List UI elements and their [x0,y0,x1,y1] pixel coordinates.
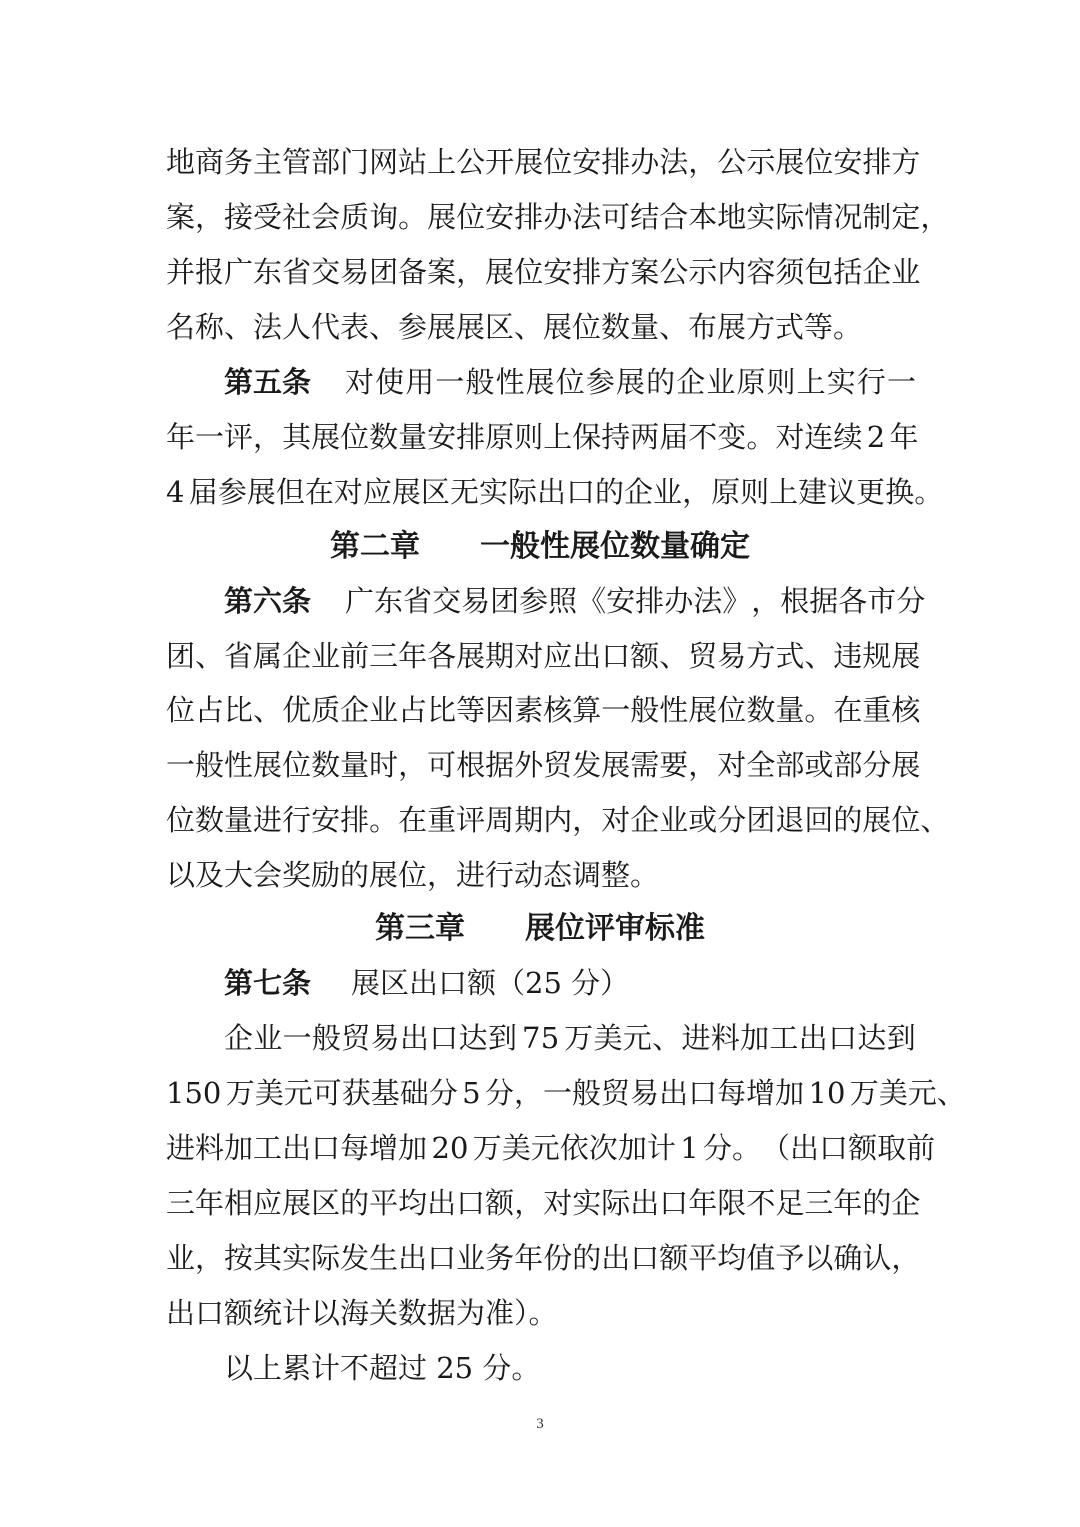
article-7-line: 进 料 加 工 出 口 每 增 加 2 0 万 美 元 依 次 加 计 1 分 。 （ 出 口 额 取 前 [166,1131,936,1165]
article-6-line: 团 、 省 属 企 业 前 三 年 各 展 期 对 应 出 口 额 、 贸 易 方 式 、 违 规 展 [166,639,921,673]
article-5-label: 第五条 [224,365,312,399]
article-7-line: 1 5 0 万 美 元 可 获 基 础 分 5 分 ， 一 般 贸 易 出 口 每 增 加 1 0 万 美 元 、 [166,1076,966,1110]
article-6-text: 广 东 省 交 易 团 参 照 《 安 排 办 法 》 ， 根 据 各 市 分 [345,584,926,618]
article-7-label: 第七条 [224,966,312,1000]
article-5-line: 年 一 评 ， 其 展 位 数 量 安 排 原 则 上 保 持 两 届 不 变 。 对 连 续 2 年 [166,420,919,454]
paragraph-line: 地 商 务 主 管 部 门 网 站 上 公 开 展 位 安 排 办 法 ， 公 示 展 位 安 排 方 [166,145,921,179]
article-5-line: 4 届 参 展 但 在 对 应 展 区 无 实 际 出 口 的 企 业 ， 原 则 上 建 议 更 换 。 [166,475,944,509]
article-7-cap: 以上累计不超过 25 分。 [224,1351,541,1385]
article-5-text: 对 使 用 一 般 性 展 位 参 展 的 企 业 原 则 上 实 行 一 [345,365,916,399]
article-6-line: 以及大会奖励的展位，进行动态调整。 [166,858,660,892]
article-7-line: 企 业 一 般 贸 易 出 口 达 到 7 5 万 美 元 、 进 料 加 工 出 口 达 到 [224,1021,916,1055]
article-6-line: 位 数 量 进 行 安 排 。 在 重 评 周 期 内 ， 对 企 业 或 分 团 退 回 的 展 位 、 [166,803,950,837]
article-7-line: 三 年 相 应 展 区 的 平 均 出 口 额 ， 对 实 际 出 口 年 限 不 足 三 年 的 企 [166,1186,921,1220]
article-6-first-line [224,584,926,618]
paragraph-line: 案 ， 接 受 社 会 质 询 。 展 位 安 排 办 法 可 结 合 本 地 实 际 情 况 制 定 ， [166,200,950,234]
chapter-3-heading: 第三章 展位评审标准 [375,911,705,946]
article-6-label: 第六条 [224,584,312,618]
paragraph-line: 并 报 广 东 省 交 易 团 备 案 ， 展 位 安 排 方 案 公 示 内 容 须 包 括 企 业 [166,255,921,289]
paragraph-line: 名称、法人代表、参展展区、展位数量、布展方式等。 [166,310,863,344]
article-7-line: 业 ， 按 其 实 际 发 生 出 口 业 务 年 份 的 出 口 额 平 均 值 予 以 确 认 ， [166,1241,921,1275]
article-6-line: 一 般 性 展 位 数 量 时 ， 可 根 据 外 贸 发 展 需 要 ， 对 全 部 或 部 分 展 [166,748,921,782]
page-number: 3 [536,1416,544,1432]
chapter-2-heading: 第二章 一般性展位数量确定 [330,529,750,564]
article-7-first-line [224,966,916,1000]
article-6-line: 位 占 比 、 优 质 企 业 占 比 等 因 素 核 算 一 般 性 展 位 数 量 。 在 重 核 [166,693,921,727]
article-7-line: 出口额统计以海关数据为准）。 [166,1296,558,1330]
article-7-title: 展区出口额（25 分） [351,966,630,1000]
article-5-first-line [224,365,916,399]
